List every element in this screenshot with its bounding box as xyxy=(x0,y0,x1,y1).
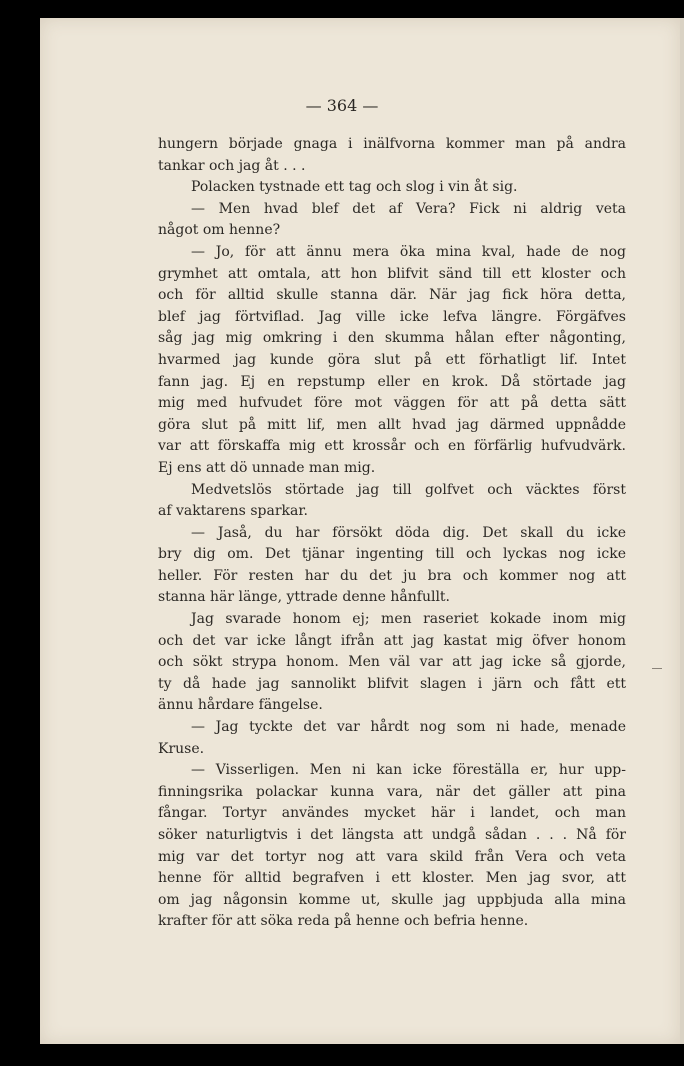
text-line: ty då hade jag sannolikt blifvit slagen i järn och fått ett xyxy=(158,675,626,692)
text-line: krafter för att söka reda på henne och befria henne. xyxy=(158,913,529,930)
text-line: fann jag. Ej en repstump eller en krok. Då störtade jag xyxy=(158,373,626,390)
text-line: stanna här länge, yttrade denne hånfullt. xyxy=(158,589,451,606)
text-line: tankar och jag åt . . . xyxy=(158,157,306,174)
text-line: ännu hårdare fängelse. xyxy=(158,697,323,714)
text-line: fångar. Tortyr användes mycket här i landet, och man xyxy=(158,805,626,822)
page-number: — 364 — xyxy=(305,96,379,115)
text-line: finningsrika polackar kunna vara, när det gäller att pina xyxy=(158,783,626,800)
text-line: — Men hvad blef det af Vera? Fick ni aldrig veta xyxy=(191,200,626,217)
text-line: om jag någonsin komme ut, skulle jag uppbjuda alla mina xyxy=(158,891,626,908)
text-line: och sökt strypa honom. Men väl var att jag icke så gjorde, xyxy=(158,654,626,671)
text-line: hvarmed jag kunde göra slut på ett förhatligt lif. Intet xyxy=(158,351,626,368)
text-line: Medvetslös störtade jag till golfvet och väcktes först xyxy=(191,481,626,498)
text-line: — Jaså, du har försökt döda dig. Det skall du icke xyxy=(191,524,626,541)
text-line: mig med hufvudet före mot väggen för att på detta sätt xyxy=(158,395,626,412)
text-line: och för alltid skulle stanna där. När jag fick höra detta, xyxy=(158,287,626,304)
text-line: något om henne? xyxy=(158,222,281,239)
margin-mark xyxy=(652,668,662,669)
text-line: blef jag förtviflad. Jag ville icke lefva längre. Förgäfves xyxy=(158,308,626,325)
text-line: hungern började gnaga i inälfvorna kommer man på andra xyxy=(158,136,626,152)
text-line: Ej ens att dö unnade man mig. xyxy=(158,459,376,476)
text-line: såg jag mig omkring i den skumma hålan efter någonting, xyxy=(158,330,626,347)
text-line: heller. För resten har du det ju bra och kommer nog att xyxy=(158,567,626,584)
text-line: — Jo, för att ännu mera öka mina kval, hade de nog xyxy=(191,243,626,260)
text-line: grymhet att omtala, att hon blifvit sänd till ett kloster och xyxy=(158,265,626,282)
text-line: göra slut på mitt lif, men allt hvad jag därmed uppnådde xyxy=(158,416,626,433)
text-line: och det var icke långt ifrån att jag kastat mig öfver honom xyxy=(158,632,626,649)
text-line: bry dig om. Det tjänar ingenting till och lyckas nog icke xyxy=(158,546,626,563)
text-line: söker naturligtvis i det längsta att undgå sådan . . . Nå för xyxy=(158,827,626,843)
text-line: Jag svarade honom ej; men raseriet kokade inom mig xyxy=(191,611,626,628)
text-line: af vaktarens sparkar. xyxy=(158,503,308,520)
text-line: — Visserligen. Men ni kan icke föreställa er, hur upp- xyxy=(191,762,626,779)
text-line: Kruse. xyxy=(158,740,205,757)
adjacent-page-edge xyxy=(680,18,684,1044)
text-line: var att förskaffa mig ett krossår och en förfärlig hufvudvärk. xyxy=(158,438,626,455)
text-line: mig var det tortyr nog att vara skild från Vera och veta xyxy=(158,848,626,865)
text-line: Polacken tystnade ett tag och slog i vin åt sig. xyxy=(191,179,518,196)
text-line: — Jag tyckte det var hårdt nog som ni hade, menade xyxy=(191,719,626,736)
body-text xyxy=(158,134,626,933)
text-line: henne för alltid begrafven i ett kloster. Men jag svor, att xyxy=(158,870,626,887)
